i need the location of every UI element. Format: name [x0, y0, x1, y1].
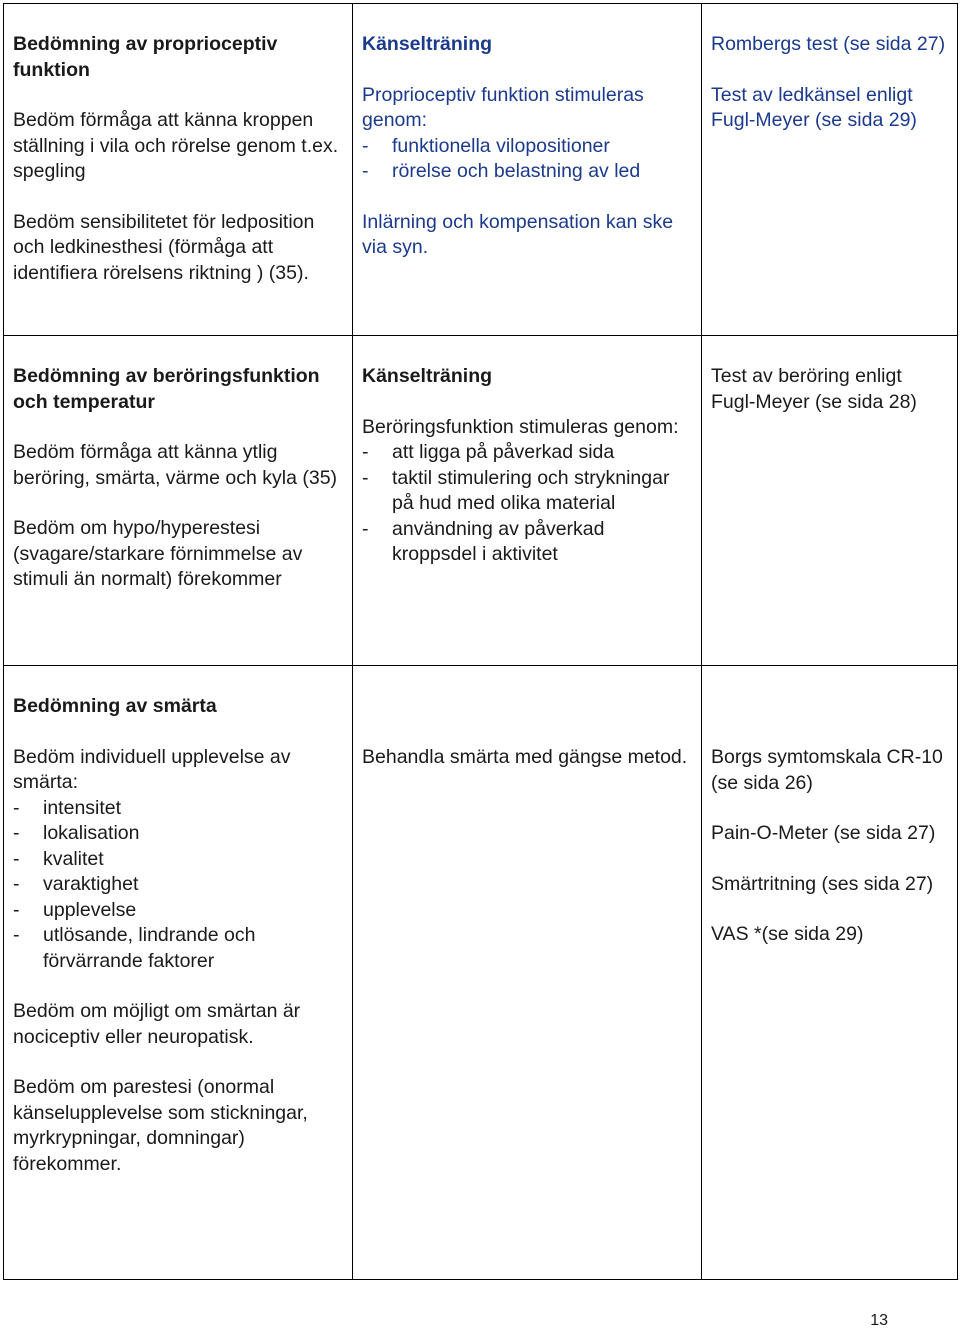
assessment-table	[3, 3, 958, 1280]
method-cell	[702, 4, 958, 336]
table-row-touch	[4, 336, 958, 666]
cell-intro: Proprioceptiv funktion stimuleras genom:	[362, 83, 644, 131]
cell-paragraph: Bedöm förmåga att känna ytlig beröring, smärta, värme och kyla (35)	[13, 441, 338, 489]
cell-paragraph: Borgs symtomskala CR-10 (se sida 26)	[711, 746, 943, 794]
cell-paragraph: Test av ledkänsel enligt Fugl-Meyer (se sida 29)	[711, 83, 917, 131]
list-item: - upplevelse	[43, 898, 343, 924]
cell-paragraph: Behandla smärta med gängse metod.	[362, 746, 688, 768]
cell-paragraph: Smärtritning (ses sida 27)	[711, 872, 934, 895]
cell-heading: Bedömning av smärta	[13, 695, 217, 717]
list-item: - användning av påverkad kroppsdel i aktivitet	[392, 517, 692, 568]
treatment-cell	[353, 4, 702, 336]
cell-paragraph: Bedöm sensibilitetet för ledposition och ledkinesthesi (förmåga att identifiera rörelsens riktning ) (35).	[13, 210, 315, 284]
cell-paragraph: Bedöm om hypo/hyperestesi (svagare/starkare förnimmelse av stimuli än normalt) förekommer	[13, 517, 303, 590]
assessment-cell	[4, 336, 353, 666]
table-row-proprioception	[4, 4, 958, 336]
method-cell	[702, 336, 958, 666]
cell-paragraph: Rombergs test (se sida 27)	[711, 33, 946, 55]
list-item: - varaktighet	[43, 872, 343, 898]
list-item: - taktil stimulering och strykningar på hud med olika material	[392, 466, 692, 517]
cell-paragraph: Inlärning och kompensation kan ske via syn.	[362, 210, 674, 258]
cell-intro: Bedöm individuell upplevelse av smärta:	[13, 745, 291, 793]
cell-paragraph: Pain-O-Meter (se sida 27)	[711, 822, 936, 844]
cell-paragraph: VAS *(se sida 29)	[711, 923, 864, 945]
dash-list	[362, 440, 692, 568]
list-item: - utlösande, lindrande och förvärrande faktorer	[43, 923, 343, 974]
list-item: - funktionella vilopositioner	[392, 134, 692, 160]
dash-list	[13, 796, 343, 975]
page-number: 13	[870, 1312, 888, 1329]
assessment-cell	[4, 4, 353, 336]
cell-heading: Känselträning	[362, 33, 493, 55]
cell-intro: Beröringsfunktion stimuleras genom:	[362, 415, 679, 438]
cell-paragraph: Bedöm om parestesi (onormal känselupplevelse som stickningar, myrkrypningar, domningar) förekommer.	[13, 1076, 308, 1175]
cell-paragraph: Test av beröring enligt Fugl-Meyer (se sida 28)	[711, 365, 917, 413]
cell-heading: Bedömning av beröringsfunktion och temperatur	[13, 365, 320, 413]
method-cell	[702, 666, 958, 1280]
list-item: - rörelse och belastning av led	[392, 159, 692, 185]
list-item: - intensitet	[43, 796, 343, 822]
treatment-cell	[353, 666, 702, 1280]
table-row-pain	[4, 666, 958, 1280]
assessment-cell	[4, 666, 353, 1280]
cell-paragraph: Bedöm förmåga att känna kroppen ställning i vila och rörelse genom t.ex. spegling	[13, 109, 339, 182]
list-item: - lokalisation	[43, 821, 343, 847]
dash-list	[362, 134, 692, 185]
cell-heading: Bedömning av proprioceptiv funktion	[13, 33, 278, 81]
list-item: - att ligga på påverkad sida	[392, 440, 692, 466]
list-item: - kvalitet	[43, 847, 343, 873]
cell-heading: Känselträning	[362, 365, 493, 387]
treatment-cell	[353, 336, 702, 666]
cell-paragraph: Bedöm om möjligt om smärtan är nociceptiv eller neuropatisk.	[13, 1000, 301, 1048]
